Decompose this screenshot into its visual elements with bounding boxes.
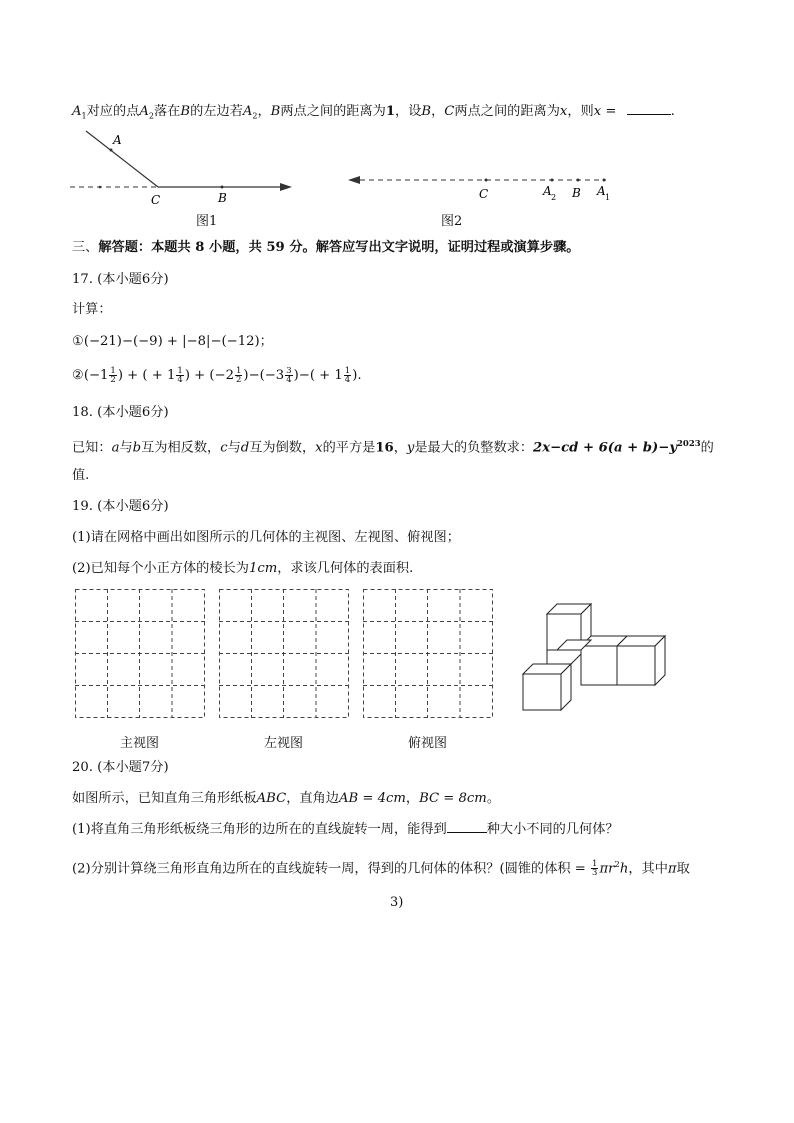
section-3-header: 三、解答题：本题共 8 小题，共 59 分。解答应写出文字说明，证明过程或演算步骤。 bbox=[72, 240, 580, 255]
grid-top-view[interactable] bbox=[363, 589, 495, 719]
q19-part-1: (1)请在网格中画出如图所示的几何体的主视图、左视图、俯视图； bbox=[72, 530, 460, 545]
grid-top-caption: 俯视图 bbox=[408, 736, 448, 751]
fig2-point-c bbox=[485, 179, 488, 182]
fig2-caption: 图2 bbox=[441, 214, 463, 229]
fig2-label-a1: A bbox=[597, 184, 606, 198]
fig1-label-b: B bbox=[218, 191, 227, 205]
fig2-label-c: C bbox=[479, 187, 489, 201]
q20-line-1: 如图所示，已知直角三角形纸板ABC，直角边AB = 4cm，BC = 8cm。 bbox=[72, 791, 500, 806]
fig1-label-c: C bbox=[151, 193, 161, 207]
fig1-label-a: A bbox=[113, 133, 122, 147]
grid-left-caption: 左视图 bbox=[264, 736, 304, 751]
q17-item-2: ②(−1 $\frac{1}{2}$ ) + ( + 1 $\frac{1}{4}$ ) + (−2 $\frac{1}{2}$ )−(−3 $\frac{3}{4}$ )−( + 1 $\frac{1}{4}$ ). bbox=[72, 366, 362, 385]
fig1-slanted-line bbox=[86, 131, 158, 187]
q18-line-2: 值. bbox=[72, 468, 90, 483]
fig2-point-a1 bbox=[603, 179, 606, 182]
fig2-label-b: B bbox=[572, 186, 581, 200]
q19-part-2: (2)已知每个小正方体的棱长为1cm，求该几何体的表面积. bbox=[72, 561, 414, 576]
q18-line-1: 已知：a与b互为相反数，c与d互为倒数，x的平方是16，y是最大的负整数求：$2x-cd + 6(a + b)-y^{2023}$的 bbox=[72, 439, 714, 456]
fig1-point-left bbox=[99, 186, 102, 189]
cube-solid-figure bbox=[518, 600, 670, 714]
q20-header: 20. (本小题7分) bbox=[72, 760, 169, 775]
continuation-line: $A_1$对应的点$A_2$落在B的左边若$A_2$，B两点之间的距离为1，设B，C两点之间的距离为x，则x = . bbox=[72, 104, 675, 121]
q17-item-1: ①(−21)−(−9) + |−8|−(−12)； bbox=[72, 334, 273, 349]
q18-header: 18. (本小题6分) bbox=[72, 405, 169, 420]
answer-blank-2 bbox=[447, 820, 487, 833]
fig1-arrowhead bbox=[280, 183, 292, 191]
fig2-point-b bbox=[577, 179, 580, 182]
fig2-label-a2-sub: 2 bbox=[551, 193, 557, 202]
q20-part-2: (2)分别计算绕三角形直角边所在的直线旋转一周，得到的几何体的体积？(圆锥的体积 = $\frac{1}{3}$ $\pi r^2h$，其中π取 bbox=[72, 859, 690, 879]
q17-intro: 计算： bbox=[72, 302, 112, 317]
q17-header: 17. (本小题6分) bbox=[72, 272, 169, 287]
fig2-label-a1-sub: 1 bbox=[605, 193, 611, 202]
grid-left-view[interactable] bbox=[219, 589, 351, 719]
grid-front-view[interactable] bbox=[75, 589, 207, 719]
fig2-label-a2: A bbox=[543, 184, 552, 198]
q20-part-1: (1)将直角三角形纸板绕三角形的边所在的直线旋转一周，能得到 种大小不同的几何体？ bbox=[72, 822, 619, 837]
figure-2 bbox=[344, 168, 624, 208]
fig1-caption: 图1 bbox=[196, 214, 218, 229]
fig1-point-a bbox=[110, 149, 113, 152]
page-number: 3) bbox=[390, 895, 404, 910]
fig2-point-a2 bbox=[551, 179, 554, 182]
figure-1 bbox=[66, 126, 306, 208]
q19-header: 19. (本小题6分) bbox=[72, 499, 169, 514]
grid-front-caption: 主视图 bbox=[120, 736, 160, 751]
answer-blank bbox=[627, 102, 671, 115]
fig1-point-b bbox=[221, 186, 224, 189]
fig2-arrowhead bbox=[348, 176, 360, 184]
